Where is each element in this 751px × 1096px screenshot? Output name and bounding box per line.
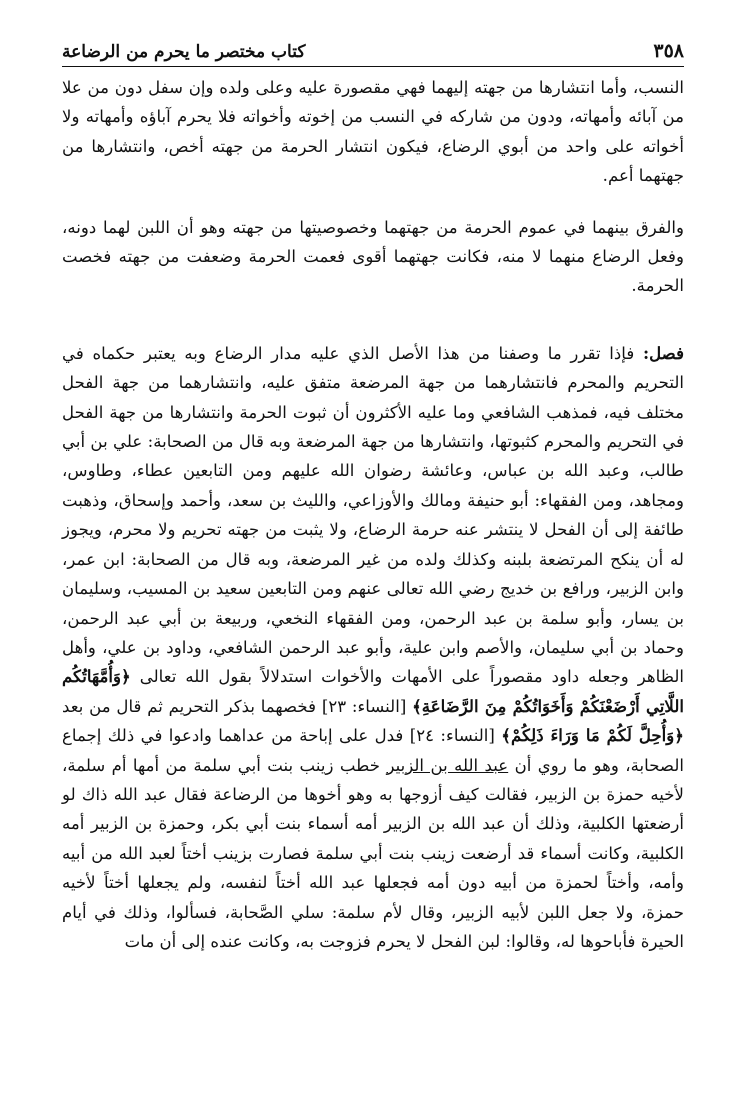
book-page (62, 34, 684, 1074)
paragraph-3-text-2: فخصهما بذكر التحريم ثم قال من بعد (62, 696, 317, 716)
paragraph-3-text-1: فإذا تقرر ما وصفنا من هذا الأصل الذي عليه مدار الرضاع وبه يعتبر حكماه في التحريم والمحرم فانتشارهما من جهة المرضعة متفق عليه، وانتشارهما من جهة الفحل مختلف فيه، فمذهب الشافعي وما عليه الأكثرون أن ثبوت الحرمة وانتشارها من جهة الفحل في التحريم والمحرم كثبوتها، وانتشارها من جهة المرضعة وبه قال من الصحابة: علي بن أبي طالب، وعبد الله بن عباس، وعائشة رضوان الله عليهم ومن التابعين عطاء، وطاوس، ومجاهد، ومن الفقهاء: أبو حنيفة ومالك والأوزاعي، والليث بن سعد، وأحمد وإسحاق، وذهبت طائفة إلى أن الفحل لا ينتشر عنه حرمة الرضاع، ولا يثبت من جهته تحريم ولا محرم، ويجوز له أن ينكح المرتضعة بلبنه وكذلك ولده من غير المرضعة، وبه قال من الصحابة: ابن عمر، وابن الزبير، ورافع بن خديج رضي الله تعالى عنهم ومن التابعين سعيد بن المسيب، وسليمان بن يسار، وأبو سلمة بن عبد الرحمن، ومن الفقهاء النخعي، وربيعة بن أبي عبد الرحمن، وحماد بن أبي سليمان، والأصم وابن علية، وأبو عبد الرحمن الشافعي، وداود بن علي، وأهل الظاهر وجعله داود مقصوراً على الأمهات والأخوات استدلالاً بقول الله تعالى (62, 343, 684, 687)
underlined-name: عبد الله بن الزبير (386, 755, 509, 775)
verse-citation-2: [النساء: ٢٤] (403, 726, 502, 746)
quran-verse-2: ﴿وَأُحِلَّ لَكُمْ مَا وَرَاءَ ذَلِكُمْ﴾ (501, 725, 684, 746)
page-number: ٣٥٨ (653, 40, 684, 62)
paragraph-2: والفرق بينهما في عموم الحرمة من جهتهما وخصوصيتها من جهته وهو أن اللبن لهما دونه، وفعل الرضاع منهما لا منه، فكانت جهتهما أقوى فعمت الحرمة وضعفت من جهته فخصت الحرمة. (62, 217, 684, 296)
paragraph-3-text-4: خطب زينب بنت أبي سلمة من أمها أم سلمة، لأخيه حمزة بن الزبير، فقالت كيف أزوجها به وهو أخوها من الرضاعة فقال عبد الله ذاك لو أرضعتها الكلبية، وذلك أن عبد الله بن الزبير أمه أسماء بنت أبي بكر، وحمزة بن الزبير أمه الكلبية، وكانت أسماء قد أرضعت زينب بنت أبي سلمة فصارت بزينب أختاً لعبد الله من أبيه وأمه، وأختاً لحمزة من أبيه دون أمه فجعلها عبد الله أختاً لنفسه، ولم يجعلها أختاً لأخيه حمزة، ولا جعل اللبن لأبيه الزبير، وقال لأم سلمة: سلي الصَّحابة، فسألوا، وذلك في أيام الحيرة فأباحوها له، وقالوا: لبن الفحل لا يحرم فزوجت به، وكانت عنده إلى أن مات (62, 755, 684, 951)
paragraph-3 (62, 339, 684, 957)
paragraph-3-text-3: فدل على إباحة من عداهما وادعوا في ذلك إجماع الصحابة، وهو ما روي أن (62, 726, 684, 775)
paragraph-1: النسب، وأما انتشارها من جهته إليهما فهي مقصورة عليه وعلى ولده وإن سفل دون من علا من آبائه وأمهاته، ودون من شاركه في النسب من إخوته وأخواته فلا يحرم آباؤه وأمهاته ولا أخواته على واحد من أبوي الرضاع، فيكون انتشار الحرمة من جهته أخص، وانتشارها من جهتهما أعم. (62, 78, 684, 186)
verse-citation-1: [النساء: ٢٣] (316, 696, 413, 716)
running-header (62, 34, 684, 67)
quran-verse-1: ﴿وَأُمَّهَاتُكُم اللَّاتِي أَرْضَعْنَكُمْ وَأَخَوَاتُكُمْ مِنَ الرَّضَاعَةِ﴾ (62, 666, 684, 716)
book-title: كتاب مختصر ما يحرم من الرضاعة (62, 42, 306, 62)
section-lead-word: فصل: (642, 342, 684, 363)
